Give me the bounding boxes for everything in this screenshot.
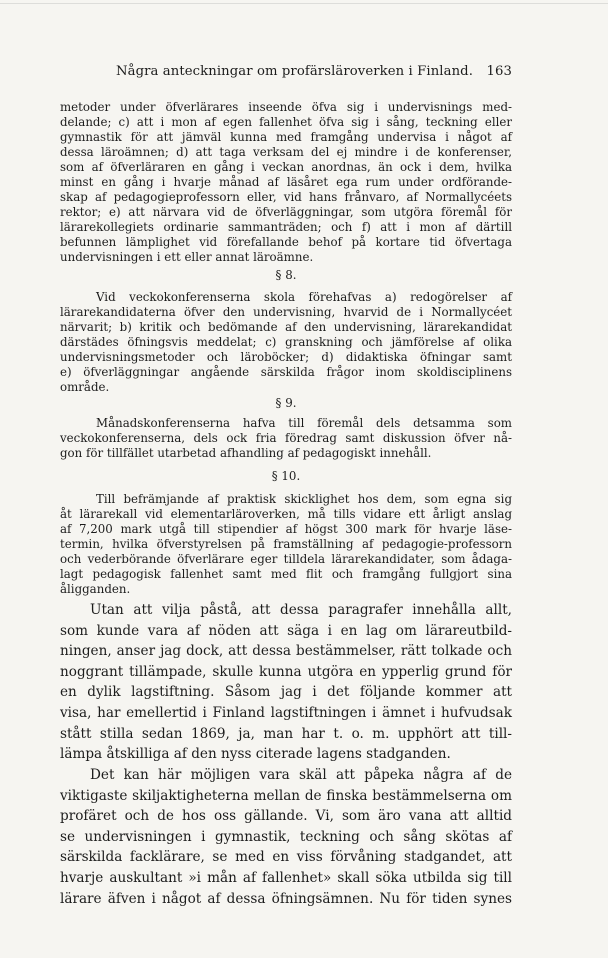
text-line: lärarekollegiets ordinarie sammanträden; och f) att i mon af därtill	[60, 220, 512, 234]
text-line: Månadskonferenserna hafva till föremål dels detsamma som	[96, 416, 512, 430]
text-line: område.	[60, 380, 110, 394]
text-line: befunnen lämplighet vid förefallande behof på kortare tid öfvertaga	[60, 235, 512, 249]
text-line: som af öfverläraren en gång i veckan anordnas, än ock i dem, hvilka	[60, 160, 512, 174]
text-line: hvarje auskultant »i mån af fallenhet» skall söka utbilda sig till	[60, 869, 512, 886]
text-line: Vid veckokonferenserna skola förehafvas a) redogörelser af	[96, 290, 512, 304]
text-line: därstädes öfningsvis meddelat; c) granskning och jämförelse af olika	[60, 335, 512, 349]
text-line: termin, hvilka öfverstyrelsen på framställning af pedagogie-professorn	[60, 537, 512, 551]
section-10	[60, 469, 512, 484]
section-heading: § 10.	[271, 469, 301, 483]
body-paragraph	[60, 600, 512, 765]
text-line: stått stilla sedan 1869, ja, man har t. o. m. upphört att till-	[60, 725, 512, 742]
text-line: noggrant tillämpade, skulle kunna utgöra en ypperlig grund för	[60, 663, 512, 680]
running-header	[60, 64, 512, 82]
continued-paragraph	[60, 100, 512, 265]
text-line: dessa läroämnen; d) att taga verksam del ej mindre i de konferenser,	[60, 145, 512, 159]
text-line: lagt pedagogisk fallenhet samt med flit och framgång fullgjort sina	[60, 567, 512, 581]
body-paragraph	[60, 765, 512, 909]
text-line: lärarekandidaterna öfver den undervisning, hvarvid de i Normallycéet	[60, 305, 512, 319]
text-line: skap af pedagogieprofessorn eller, vid hans frånvaro, af Normallycéets	[60, 190, 512, 204]
text-line: undervisningsmetoder och läroböcker; d) didaktiska öfningar samt	[60, 350, 512, 364]
section-heading: § 9.	[275, 396, 297, 410]
text-line: veckokonferenserna, dels ock fria föredrag samt diskussion öfver nå-	[60, 431, 512, 445]
text-line: gon för tillfället utarbetad afhandling af pedagogiskt innehåll.	[60, 446, 432, 460]
scan-edge-line	[0, 3, 608, 4]
text-line: e) öfverläggningar angående särskilda frågor inom skoldisciplinens	[60, 365, 512, 379]
text-line: lämpa åtskilliga af den nyss citerade lagens stadganden.	[60, 746, 451, 763]
text-line: Det kan här möjligen vara skäl att påpeka några af de	[90, 767, 512, 783]
text-line: metoder under öfverlärares inseende öfva sig i undervisnings med-	[60, 100, 512, 114]
section-10-text	[60, 492, 512, 597]
text-line: en dylik lagstiftning. Såsom jag i det följande kommer att	[60, 684, 512, 701]
text-line: minst en gång i hvarje månad af läsåret ega rum under ordförande-	[60, 175, 512, 189]
text-line: lärare äfven i något af dessa öfningsämnen. Nu för tiden synes	[60, 890, 512, 907]
text-line: delande; c) att i mon af egen fallenhet öfva sig i sång, teckning eller	[60, 115, 512, 129]
text-line: profäret och de hos oss gällande. Vi, som äro vana att alltid	[60, 808, 512, 825]
text-line: gymnastik för att jämväl kunna med framgång undervisa i något af	[60, 130, 512, 144]
text-line: viktigaste skiljaktigheterna mellan de finska bestämmelserna om	[60, 787, 512, 804]
text-line: Utan att vilja påstå, att dessa paragrafer innehålla allt,	[90, 602, 512, 618]
text-line: närvarit; b) kritik och bedömande af den undervisning, lärarekandidat	[60, 320, 512, 334]
section-8	[60, 268, 512, 283]
text-line: Till befrämjande af praktisk skicklighet hos dem, som egna sig	[96, 492, 512, 506]
section-heading: § 8.	[275, 268, 297, 282]
text-line: som kunde vara af nöden att säga i en lag om lärareutbild-	[60, 622, 512, 639]
section-9-text	[60, 416, 512, 461]
text-line: rektor; e) att närvara vid de öfverläggningar, som utgöra föremål för	[60, 205, 512, 219]
text-line: ningen, anser jag dock, att dessa bestämmelser, rätt tolkade och	[60, 643, 512, 660]
running-title: Några anteckningar om profärsläroverken i Finland.	[116, 64, 474, 79]
text-line: undervisningen i ett eller annat läroämne.	[60, 250, 314, 264]
text-line: och vederbörande öfverlärare eger tilldela lärarekandidater, som ådaga-	[60, 552, 512, 566]
text-line: särskilda facklärare, se med en viss förvåning stadgandet, att	[60, 849, 512, 866]
page-number: 163	[486, 64, 512, 79]
section-8-text	[60, 290, 512, 395]
text-line: se undervisningen i gymnastik, teckning och sång skötas af	[60, 828, 512, 845]
text-line: åt lärarekall vid elementarläroverken, må tills vidare ett årligt anslag	[60, 507, 512, 521]
text-line: visa, har emellertid i Finland lagstiftningen i ämnet i hufvudsak	[60, 704, 512, 721]
text-line: af 7,200 mark utgå till stipendier af högst 300 mark för hvarje läse-	[60, 522, 512, 536]
section-9	[60, 396, 512, 411]
text-line: åligganden.	[60, 582, 131, 596]
